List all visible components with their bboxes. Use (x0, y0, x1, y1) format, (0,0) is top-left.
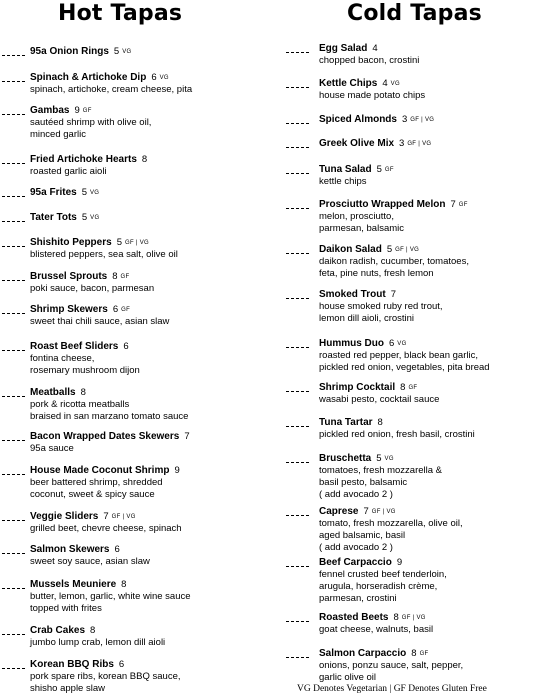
menu-item-description: tomatoes, fresh mozzarella & (319, 465, 443, 476)
menu-item-name-text: Brussel Sprouts (30, 271, 108, 282)
menu-item (0, 45, 278, 58)
menu-item-description: house made potato chips (319, 90, 426, 101)
menu-item-description: sautéed shrimp with olive oil, (30, 117, 152, 128)
menu-item (284, 288, 556, 325)
menu-item-name-text: Roast Beef Sliders (30, 341, 119, 352)
order-tally-blank (286, 298, 309, 299)
menu-item-dietary-tags: GF | VG (401, 615, 426, 621)
order-tally-blank (2, 440, 25, 441)
menu-item-name (30, 658, 124, 671)
menu-item-name (319, 77, 400, 91)
menu-item-dietary-tags: GF | VG (111, 514, 136, 520)
menu-item-name-text: Spinach & Artichoke Dip (30, 72, 147, 83)
order-tally-blank (2, 553, 25, 554)
menu-item-description: kettle chips (319, 176, 367, 187)
menu-item (0, 71, 278, 96)
menu-item-price: 9 (174, 465, 180, 476)
menu-item-dietary-tags: GF | VG (124, 240, 149, 246)
menu-item-price: 3 (401, 114, 408, 125)
menu-item-name (319, 243, 419, 257)
menu-item-description: roasted garlic aioli (30, 166, 107, 177)
menu-item-dietary-tags: VG (390, 81, 400, 87)
menu-item-description: basil pesto, balsamic (319, 477, 408, 488)
order-tally-blank (2, 350, 25, 351)
menu-item-name (30, 510, 136, 524)
menu-item-price: 5 (376, 453, 382, 464)
menu-item-price: 4 (382, 78, 388, 89)
menu-item-name-text: Gambas (30, 105, 70, 116)
menu-item-price: 5 (376, 164, 382, 175)
menu-item-name (30, 270, 129, 284)
menu-item-description: pork & ricotta meatballs (30, 399, 130, 410)
cold-tapas-title: Cold Tapas (347, 1, 482, 26)
menu-item (284, 381, 556, 406)
menu-item (284, 243, 556, 280)
menu-item-description: chopped bacon, crostini (319, 55, 420, 66)
menu-item-dietary-tags: GF | VG (395, 247, 420, 253)
order-tally-blank (286, 123, 309, 124)
menu-item-dietary-tags: GF (419, 651, 429, 657)
menu-item-name (319, 416, 383, 429)
menu-item-name (319, 647, 429, 661)
menu-item-price: 7 (103, 511, 109, 522)
menu-item-name-text: 95a Onion Rings (30, 46, 109, 57)
menu-item-name (30, 303, 130, 317)
menu-item-name-text: Prosciutto Wrapped Melon (319, 199, 446, 210)
menu-item-dietary-tags: VG (90, 215, 100, 221)
menu-item-name (30, 236, 149, 250)
order-tally-blank (2, 81, 25, 82)
menu-item-price: 5 (113, 46, 120, 57)
menu-item-price: 4 (372, 43, 378, 54)
menu-item-name (319, 505, 396, 519)
order-tally-blank (2, 668, 25, 669)
menu-item (284, 137, 556, 150)
order-tally-blank (2, 474, 25, 475)
menu-item-name-text: Korean BBQ Ribs (30, 659, 114, 670)
order-tally-blank (286, 462, 309, 463)
menu-item-description: spinach, artichoke, cream cheese, pita (30, 84, 193, 95)
menu-item-price: 8 (393, 612, 399, 623)
order-tally-blank (2, 163, 25, 164)
menu-item-name-text: Bacon Wrapped Dates Skewers (30, 431, 180, 442)
menu-item-name-text: Salmon Skewers (30, 544, 110, 555)
menu-item-name (319, 42, 378, 55)
menu-item-description: onions, ponzu sauce, salt, pepper, (319, 660, 464, 671)
menu-item-name (30, 624, 95, 637)
menu-item-name (30, 71, 169, 85)
menu-item-dietary-tags: VG (397, 341, 407, 347)
menu-item-price: 7 (450, 199, 456, 210)
menu-item-name (319, 137, 431, 151)
menu-item-price: 8 (141, 154, 148, 165)
order-tally-blank (2, 588, 25, 589)
order-tally-blank (2, 221, 25, 222)
menu-item (284, 42, 556, 67)
menu-item-name-text: Tuna Salad (319, 164, 372, 175)
menu-item (0, 303, 278, 328)
menu-item-description: garlic olive oil (319, 672, 377, 683)
menu-item-description: parmesan, crostini (319, 593, 397, 604)
menu-item (0, 211, 278, 224)
menu-item-dietary-tags: GF (458, 202, 468, 208)
order-tally-blank (2, 634, 25, 635)
order-tally-blank (2, 520, 25, 521)
menu-item-description: feta, pine nuts, fresh lemon (319, 268, 434, 279)
menu-item (0, 236, 278, 261)
menu-item-name-text: Tuna Tartar (319, 417, 373, 428)
menu-item-dietary-tags: GF (408, 385, 418, 391)
order-tally-blank (286, 515, 309, 516)
menu-item-name-text: Greek Olive Mix (319, 138, 395, 149)
menu-item-price: 8 (90, 625, 96, 636)
menu-item-price: 7 (363, 506, 369, 517)
menu-item-description: arugula, horseradish crème, (319, 581, 438, 592)
menu-item-description: ( add avocado 2 ) (319, 489, 393, 500)
menu-item-description: grilled beet, chevre cheese, spinach (30, 523, 182, 534)
menu-item-name-text: Fried Artichoke Hearts (30, 154, 137, 165)
menu-item-description: aged balsamic, basil (319, 530, 406, 541)
order-tally-blank (2, 55, 25, 56)
menu-item-name-text: Daikon Salad (319, 244, 382, 255)
menu-item (284, 556, 556, 605)
menu-item (0, 464, 278, 501)
menu-item-description: roasted red pepper, black bean garlic, (319, 350, 478, 361)
menu-item-description: pickled red onion, fresh basil, crostini (319, 429, 475, 440)
menu-item-price: 6 (114, 544, 120, 555)
menu-item-dietary-tags: GF (82, 108, 92, 114)
menu-item-dietary-tags: VG (90, 190, 100, 196)
menu-item-description: tomato, fresh mozzarella, olive oil, (319, 518, 463, 529)
menu-item-price: 6 (118, 659, 125, 670)
menu-item-description: pickled red onion, vegetables, pita bread (319, 362, 490, 373)
menu-item (284, 647, 556, 684)
order-tally-blank (286, 426, 309, 427)
menu-item-name (319, 163, 394, 177)
menu-item-name-text: Veggie Sliders (30, 511, 99, 522)
menu-item (0, 153, 278, 178)
menu-item-price: 5 (386, 244, 393, 255)
menu-item-price: 8 (400, 382, 406, 393)
order-tally-blank (286, 173, 309, 174)
menu-item-name (319, 113, 434, 127)
menu-item (284, 611, 556, 636)
dietary-legend: VG Denotes Vegetarian | GF Denotes Gluten Free (297, 684, 487, 694)
menu-item-dietary-tags: GF (384, 167, 394, 173)
order-tally-blank (286, 87, 309, 88)
menu-item-price: 6 (123, 341, 129, 352)
menu-item-name (30, 386, 86, 399)
menu-item-price: 7 (184, 431, 190, 442)
order-tally-blank (286, 147, 309, 148)
menu-item (284, 452, 556, 501)
order-tally-blank (286, 566, 309, 567)
menu-item-description: beer battered shrimp, shredded (30, 477, 163, 488)
menu-item-description: goat cheese, walnuts, basil (319, 624, 434, 635)
menu-item (0, 430, 278, 455)
order-tally-blank (286, 621, 309, 622)
menu-item-price: 3 (399, 138, 405, 149)
menu-item-name (319, 452, 394, 466)
menu-item-name (30, 153, 147, 166)
menu-item-name-text: Roasted Beets (319, 612, 389, 623)
menu-item-dietary-tags: GF (121, 307, 131, 313)
menu-item-description: minced garlic (30, 129, 86, 140)
menu-item-dietary-tags: GF | VG (407, 141, 432, 147)
menu-item-description: coconut, sweet & spicy sauce (30, 489, 155, 500)
menu-item-dietary-tags: GF | VG (371, 509, 396, 515)
menu-item-name-text: Caprese (319, 506, 359, 517)
menu-item-name-text: Tater Tots (30, 212, 77, 223)
menu-item (0, 386, 278, 423)
menu-item-description: sweet soy sauce, asian slaw (30, 556, 150, 567)
menu-item-name-text: Shrimp Cocktail (319, 382, 396, 393)
menu-item-name (30, 186, 99, 200)
menu-item (0, 658, 278, 695)
menu-item-name (319, 381, 417, 395)
menu-item-price: 6 (112, 304, 119, 315)
menu-item-name (319, 556, 402, 569)
menu-item-name-text: Bruschetta (319, 453, 372, 464)
menu-item-name-text: Salmon Carpaccio (319, 648, 407, 659)
menu-item-name-text: Crab Cakes (30, 625, 86, 636)
menu-item-name (30, 578, 126, 591)
menu-item (0, 270, 278, 295)
menu-item (0, 543, 278, 568)
menu-item-dietary-tags: GF (120, 274, 130, 280)
menu-item-description: sweet thai chili sauce, asian slaw (30, 316, 170, 327)
menu-item-price: 5 (116, 237, 122, 248)
menu-item-description: parmesan, balsamic (319, 223, 405, 234)
menu-item (0, 510, 278, 535)
menu-item-price: 5 (81, 212, 88, 223)
menu-item-description: pork spare ribs, korean BBQ sauce, (30, 671, 181, 682)
menu-item-name-text: Beef Carpaccio (319, 557, 392, 568)
menu-item-description: house smoked ruby red trout, (319, 301, 443, 312)
order-tally-blank (2, 280, 25, 281)
menu-item-price: 5 (81, 187, 87, 198)
menu-item-description: lemon dill aioli, crostini (319, 313, 415, 324)
menu-item-description: rosemary mushroom dijon (30, 365, 140, 376)
menu-item-name (30, 45, 131, 59)
menu-item (284, 505, 556, 554)
menu-item-description: daikon radish, cucumber, tomatoes, (319, 256, 469, 267)
menu-item (0, 578, 278, 615)
menu-item-name-text: Hummus Duo (319, 338, 384, 349)
menu-item (0, 186, 278, 199)
menu-item-name-text: House Made Coconut Shrimp (30, 465, 170, 476)
menu-item-name (30, 340, 129, 353)
menu-item-description: fennel crusted beef tenderloin, (319, 569, 447, 580)
menu-item-description: fontina cheese, (30, 353, 95, 364)
menu-item-dietary-tags: VG (122, 49, 132, 55)
menu-item-price: 9 (396, 557, 403, 568)
order-tally-blank (286, 52, 309, 53)
menu-item-dietary-tags: VG (159, 75, 169, 81)
menu-item (284, 113, 556, 126)
order-tally-blank (2, 246, 25, 247)
order-tally-blank (286, 391, 309, 392)
menu-item (0, 340, 278, 377)
menu-item-description: jumbo lump crab, lemon dill aioli (30, 637, 166, 648)
order-tally-blank (2, 396, 25, 397)
menu-item (0, 104, 278, 141)
menu-item-description: 95a sauce (30, 443, 74, 454)
order-tally-blank (2, 313, 25, 314)
menu-item-name (30, 430, 190, 443)
menu-item-dietary-tags: VG (384, 456, 394, 462)
menu-item-name (319, 198, 468, 212)
menu-item-price: 8 (377, 417, 383, 428)
menu-item-price: 6 (389, 338, 395, 349)
menu-item-description: topped with frites (30, 603, 102, 614)
menu-item-name (30, 543, 120, 556)
menu-item-description: wasabi pesto, cocktail sauce (319, 394, 440, 405)
order-tally-blank (286, 347, 309, 348)
menu-item-price: 8 (80, 387, 86, 398)
menu-item-description: blistered peppers, sea salt, olive oil (30, 249, 178, 260)
menu-item-price: 8 (121, 579, 127, 590)
menu-item-price: 6 (151, 72, 157, 83)
menu-item-name-text: 95a Frites (30, 187, 77, 198)
order-tally-blank (2, 114, 25, 115)
order-tally-blank (2, 196, 25, 197)
menu-item-description: poki sauce, bacon, parmesan (30, 283, 155, 294)
order-tally-blank (286, 208, 309, 209)
menu-item (0, 624, 278, 649)
order-tally-blank (286, 657, 309, 658)
menu-item-description: braised in san marzano tomato sauce (30, 411, 189, 422)
menu-item-name-text: Shishito Peppers (30, 237, 112, 248)
menu-item (284, 337, 556, 374)
menu-item-price: 8 (112, 271, 118, 282)
menu-item-name (319, 288, 396, 301)
hot-tapas-title: Hot Tapas (58, 1, 183, 26)
menu-item-name-text: Smoked Trout (319, 289, 386, 300)
menu-item-description: shisho apple slaw (30, 683, 105, 694)
menu-item-name-text: Kettle Chips (319, 78, 378, 89)
menu-item-name (30, 104, 92, 118)
menu-item-price: 8 (411, 648, 417, 659)
menu-item-price: 7 (390, 289, 396, 300)
menu-item-name (319, 337, 407, 351)
menu-item (284, 77, 556, 102)
menu-item (284, 163, 556, 188)
menu-item-description: butter, lemon, garlic, white wine sauce (30, 591, 191, 602)
menu-item-name-text: Shrimp Skewers (30, 304, 108, 315)
menu-item-name (30, 464, 180, 477)
menu-item (284, 198, 556, 235)
menu-item (284, 416, 556, 441)
menu-item-name (319, 611, 426, 625)
menu-item-description: ( add avocado 2 ) (319, 542, 393, 553)
menu-item-name-text: Egg Salad (319, 43, 368, 54)
menu-item-name-text: Meatballs (30, 387, 76, 398)
menu-item-name-text: Spiced Almonds (319, 114, 397, 125)
order-tally-blank (286, 253, 309, 254)
menu-item-dietary-tags: GF | VG (410, 117, 435, 123)
menu-item-name (30, 211, 99, 225)
menu-item-description: melon, prosciutto, (319, 211, 394, 222)
menu-item-name-text: Mussels Meuniere (30, 579, 117, 590)
menu-item-price: 9 (74, 105, 80, 116)
